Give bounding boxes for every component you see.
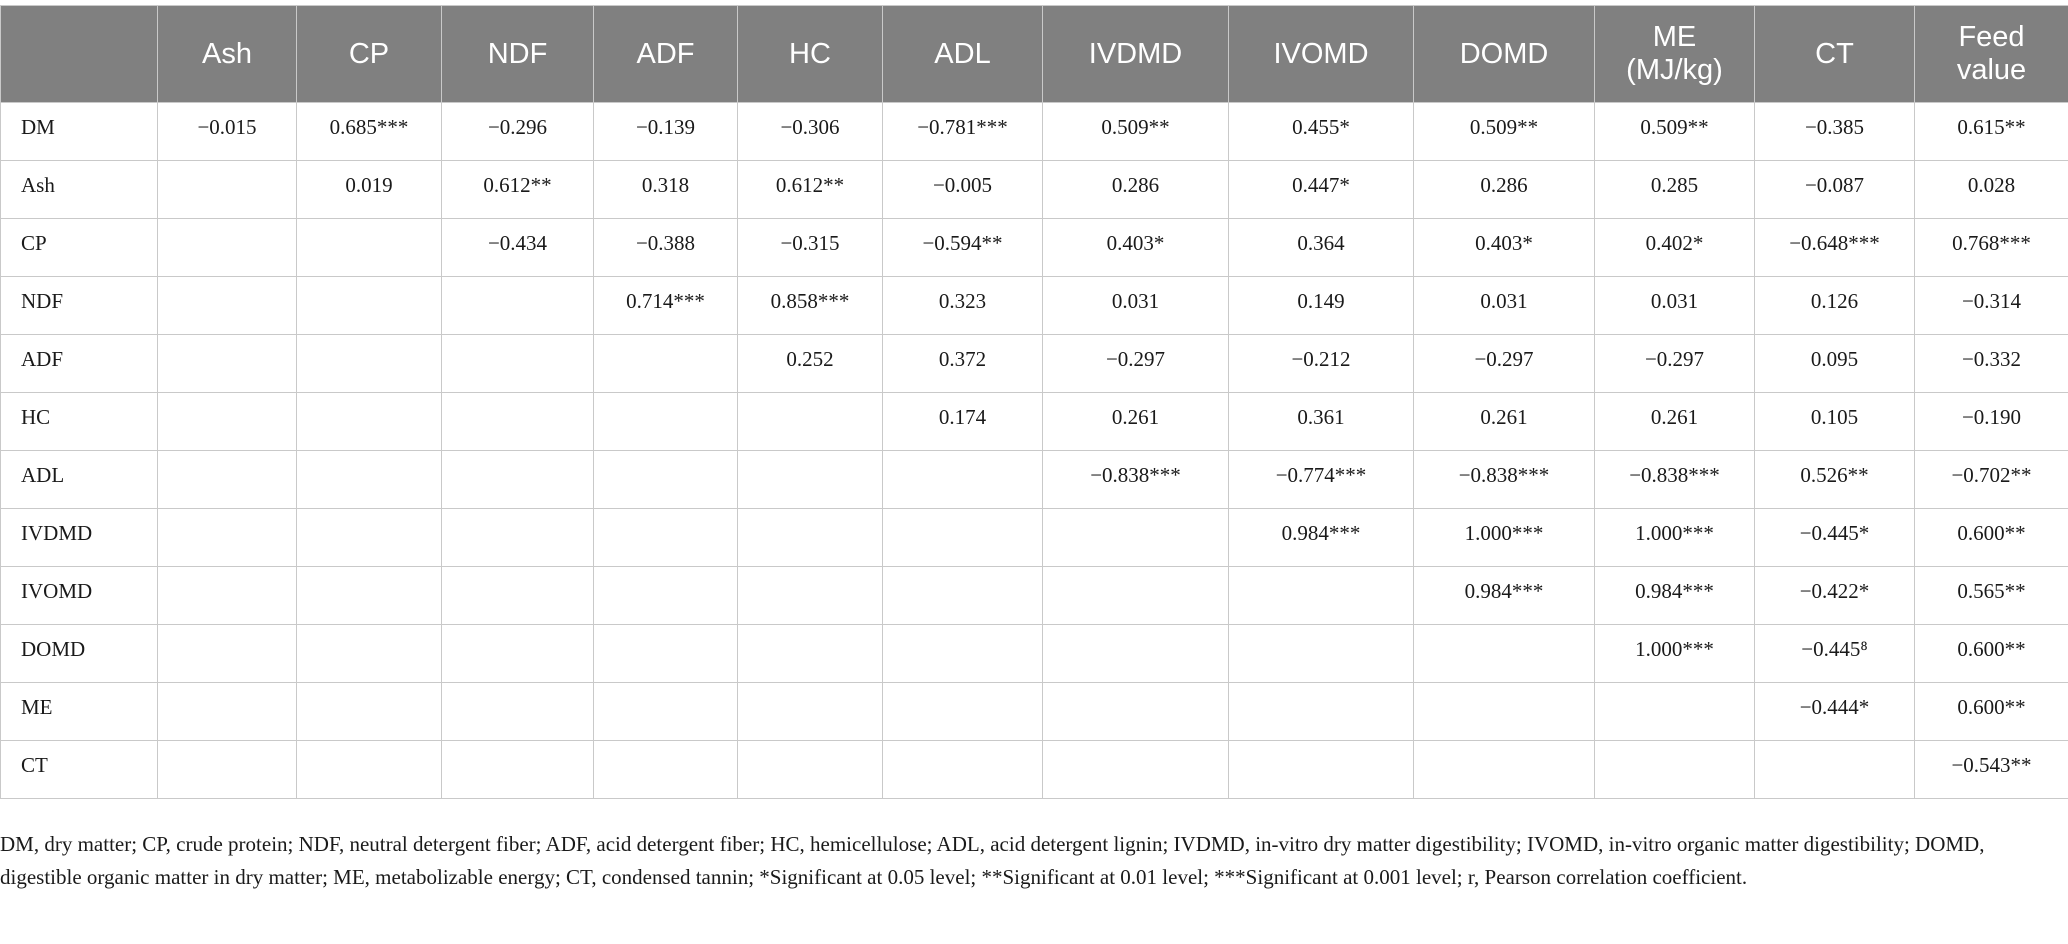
table-cell: 0.526** — [1755, 451, 1915, 509]
table-cell: −0.385 — [1755, 103, 1915, 161]
table-footnote: DM, dry matter; CP, crude protein; NDF, neutral detergent fiber; ADF, acid detergent fiber; HC, hemicellulose; ADL, acid detergent lignin; IVDMD, in-vitro dry matter digestibility; IVOMD, in-vitro organic matter digestibility; DOMD, digestible organic matter in dry matter; ME, metabolizable energy; CT, condensed tannin; *Significant at 0.05 level; **Significant at 0.01 level; ***Significant at 0.001 level; r, Pearson correlation coefficient. — [0, 832, 1985, 889]
table-cell — [594, 683, 738, 741]
table-cell — [1043, 509, 1229, 567]
table-cell: 0.174 — [883, 393, 1043, 451]
table-row — [1, 683, 2068, 741]
table-cell — [297, 393, 442, 451]
table-cell: 0.095 — [1755, 335, 1915, 393]
table-cell: −0.838*** — [1414, 451, 1595, 509]
table-cell: −0.445* — [1755, 509, 1915, 567]
table-cell: −0.296 — [442, 103, 594, 161]
header-ivdmd: IVDMD — [1043, 6, 1229, 103]
table-cell — [1043, 625, 1229, 683]
table-cell: −0.702** — [1915, 451, 2068, 509]
row-label: IVOMD — [1, 567, 158, 625]
table-cell: 0.509** — [1595, 103, 1755, 161]
row-label: Ash — [1, 161, 158, 219]
table-cell: 0.031 — [1043, 277, 1229, 335]
table-cell: −0.297 — [1414, 335, 1595, 393]
table-cell: 0.615** — [1915, 103, 2068, 161]
row-label: DOMD — [1, 625, 158, 683]
table-cell: −0.190 — [1915, 393, 2068, 451]
table-cell: 0.323 — [883, 277, 1043, 335]
table-cell: 0.402* — [1595, 219, 1755, 277]
row-label: HC — [1, 393, 158, 451]
table-cell: −0.445⁸ — [1755, 625, 1915, 683]
table-cell: 0.286 — [1414, 161, 1595, 219]
table-cell — [883, 683, 1043, 741]
table-cell: −0.087 — [1755, 161, 1915, 219]
table-cell: −0.781*** — [883, 103, 1043, 161]
table-row — [1, 335, 2068, 393]
table-cell: 0.984*** — [1414, 567, 1595, 625]
table-cell: 0.261 — [1595, 393, 1755, 451]
table-cell — [297, 567, 442, 625]
table-cell: −0.297 — [1043, 335, 1229, 393]
table-cell — [158, 741, 297, 799]
table-cell: −0.838*** — [1595, 451, 1755, 509]
table-cell — [158, 393, 297, 451]
table-cell — [1595, 683, 1755, 741]
table-cell: −0.594** — [883, 219, 1043, 277]
table-cell: 0.318 — [594, 161, 738, 219]
table-cell — [883, 509, 1043, 567]
table-cell: 0.031 — [1595, 277, 1755, 335]
table-cell: 0.984*** — [1229, 509, 1414, 567]
table-row — [1, 451, 2068, 509]
table-row — [1, 567, 2068, 625]
table-cell: −0.314 — [1915, 277, 2068, 335]
table-cell — [1414, 741, 1595, 799]
row-label: CT — [1, 741, 158, 799]
table-cell: 1.000*** — [1595, 509, 1755, 567]
table-cell — [738, 683, 883, 741]
table-cell — [594, 567, 738, 625]
table-cell — [883, 741, 1043, 799]
table-cell: 0.028 — [1915, 161, 2068, 219]
table-cell — [297, 741, 442, 799]
table-cell: −0.005 — [883, 161, 1043, 219]
table-cell: 0.372 — [883, 335, 1043, 393]
row-label: ADF — [1, 335, 158, 393]
header-hc: HC — [738, 6, 883, 103]
row-label: CP — [1, 219, 158, 277]
table-cell: 1.000*** — [1595, 625, 1755, 683]
table-cell — [158, 335, 297, 393]
table-cell — [738, 625, 883, 683]
table-cell: 0.714*** — [594, 277, 738, 335]
table-cell — [1229, 683, 1414, 741]
table-cell: −0.139 — [594, 103, 738, 161]
table-cell: 0.612** — [442, 161, 594, 219]
table-cell: 0.261 — [1414, 393, 1595, 451]
table-cell — [738, 567, 883, 625]
table-cell — [883, 625, 1043, 683]
table-body — [1, 103, 2068, 799]
table-cell: 0.261 — [1043, 393, 1229, 451]
table-cell: 0.600** — [1915, 509, 2068, 567]
table-cell — [158, 219, 297, 277]
table-cell — [1414, 625, 1595, 683]
table-cell: 0.252 — [738, 335, 883, 393]
table-cell — [158, 277, 297, 335]
table-cell: 0.600** — [1915, 683, 2068, 741]
table-cell: 0.019 — [297, 161, 442, 219]
table-cell: −0.388 — [594, 219, 738, 277]
table-cell: −0.422* — [1755, 567, 1915, 625]
table-cell: 0.149 — [1229, 277, 1414, 335]
table-cell — [442, 741, 594, 799]
table-cell: −0.444* — [1755, 683, 1915, 741]
table-cell: 0.126 — [1755, 277, 1915, 335]
table-cell — [158, 509, 297, 567]
header-feed-value: Feed value — [1915, 6, 2068, 103]
table-cell: −0.212 — [1229, 335, 1414, 393]
table-cell — [1229, 741, 1414, 799]
row-label: DM — [1, 103, 158, 161]
row-label: IVDMD — [1, 509, 158, 567]
table-cell — [1595, 741, 1755, 799]
table-cell — [594, 335, 738, 393]
table-cell: 0.565** — [1915, 567, 2068, 625]
table-cell: 0.509** — [1043, 103, 1229, 161]
table-row — [1, 161, 2068, 219]
table-cell: 0.600** — [1915, 625, 2068, 683]
table-cell: −0.315 — [738, 219, 883, 277]
table-row — [1, 277, 2068, 335]
table-cell — [1755, 741, 1915, 799]
table-cell: −0.332 — [1915, 335, 2068, 393]
header-ct: CT — [1755, 6, 1915, 103]
table-cell: 0.364 — [1229, 219, 1414, 277]
row-label: ADL — [1, 451, 158, 509]
table-cell — [158, 161, 297, 219]
table-cell — [442, 335, 594, 393]
table-cell — [442, 683, 594, 741]
table-cell — [594, 393, 738, 451]
table-cell — [594, 451, 738, 509]
table-cell — [594, 509, 738, 567]
table-cell: 0.685*** — [297, 103, 442, 161]
table-cell: 0.455* — [1229, 103, 1414, 161]
correlation-table — [0, 5, 2068, 799]
header-ivomd: IVOMD — [1229, 6, 1414, 103]
table-row — [1, 393, 2068, 451]
header-adf: ADF — [594, 6, 738, 103]
table-row — [1, 509, 2068, 567]
table-cell: 0.612** — [738, 161, 883, 219]
table-cell — [883, 567, 1043, 625]
table-cell: 0.509** — [1414, 103, 1595, 161]
header-ndf: NDF — [442, 6, 594, 103]
table-cell: −0.774*** — [1229, 451, 1414, 509]
table-cell — [158, 567, 297, 625]
table-cell: 0.031 — [1414, 277, 1595, 335]
table-cell: −0.838*** — [1043, 451, 1229, 509]
table-cell — [158, 683, 297, 741]
table-cell — [738, 509, 883, 567]
table-cell: −0.015 — [158, 103, 297, 161]
table-cell — [594, 741, 738, 799]
table-cell — [1043, 683, 1229, 741]
table-cell — [297, 277, 442, 335]
table-cell — [442, 567, 594, 625]
table-cell: 0.105 — [1755, 393, 1915, 451]
table-cell: 0.361 — [1229, 393, 1414, 451]
table-cell — [297, 335, 442, 393]
table-cell — [1229, 625, 1414, 683]
table-cell — [442, 451, 594, 509]
table-cell: 0.984*** — [1595, 567, 1755, 625]
header-row — [1, 6, 2068, 103]
correlation-table-container — [0, 5, 2068, 799]
table-cell — [297, 683, 442, 741]
table-cell — [442, 393, 594, 451]
table-cell — [1043, 741, 1229, 799]
table-row — [1, 219, 2068, 277]
table-row — [1, 741, 2068, 799]
table-cell: −0.543** — [1915, 741, 2068, 799]
row-label: NDF — [1, 277, 158, 335]
table-cell: −0.306 — [738, 103, 883, 161]
table-cell: −0.434 — [442, 219, 594, 277]
table-cell: −0.297 — [1595, 335, 1755, 393]
table-cell — [297, 451, 442, 509]
header-corner — [1, 6, 158, 103]
table-cell — [1414, 683, 1595, 741]
table-cell: 0.447* — [1229, 161, 1414, 219]
table-cell — [297, 625, 442, 683]
table-cell: −0.648*** — [1755, 219, 1915, 277]
table-row — [1, 625, 2068, 683]
table-cell: 0.286 — [1043, 161, 1229, 219]
table-cell — [883, 451, 1043, 509]
header-me: ME (MJ/kg) — [1595, 6, 1755, 103]
table-cell: 0.858*** — [738, 277, 883, 335]
table-cell: 0.285 — [1595, 161, 1755, 219]
header-adl: ADL — [883, 6, 1043, 103]
table-cell — [158, 451, 297, 509]
table-cell — [1229, 567, 1414, 625]
table-cell — [158, 625, 297, 683]
table-cell: 0.768*** — [1915, 219, 2068, 277]
row-label: ME — [1, 683, 158, 741]
table-cell — [297, 219, 442, 277]
header-cp: CP — [297, 6, 442, 103]
table-cell: 1.000*** — [1414, 509, 1595, 567]
table-cell — [442, 625, 594, 683]
table-cell — [1043, 567, 1229, 625]
table-cell — [738, 741, 883, 799]
table-cell — [738, 451, 883, 509]
table-row — [1, 103, 2068, 161]
table-cell: 0.403* — [1043, 219, 1229, 277]
table-cell — [297, 509, 442, 567]
table-cell: 0.403* — [1414, 219, 1595, 277]
table-cell — [442, 509, 594, 567]
header-ash: Ash — [158, 6, 297, 103]
table-cell — [442, 277, 594, 335]
header-domd: DOMD — [1414, 6, 1595, 103]
table-cell — [738, 393, 883, 451]
table-cell — [594, 625, 738, 683]
